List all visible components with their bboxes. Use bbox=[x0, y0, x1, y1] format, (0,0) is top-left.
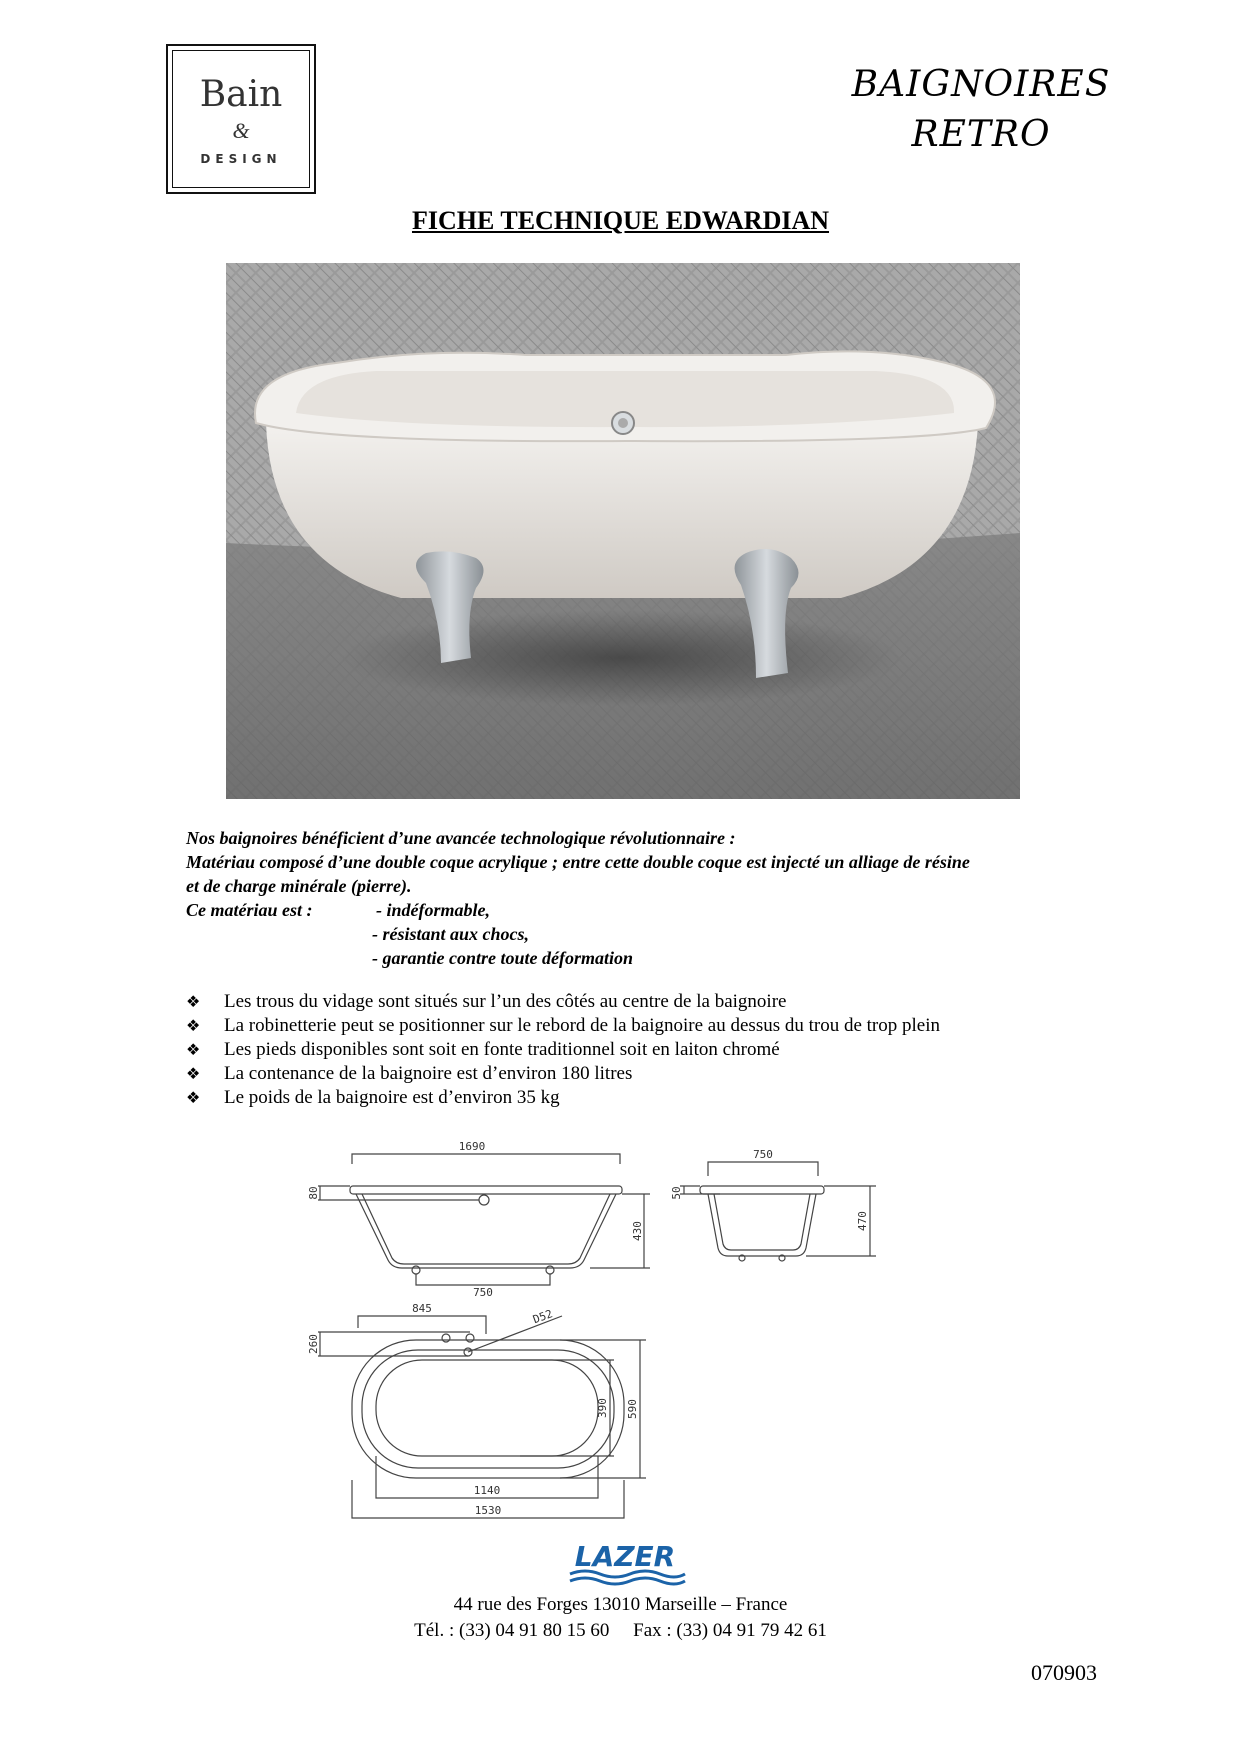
logo-word-bain: Bain bbox=[199, 74, 283, 115]
dim-length: 1690 bbox=[458, 1140, 486, 1153]
intro-description bbox=[186, 826, 1126, 970]
collection-title-line2: RETRO bbox=[911, 114, 1051, 155]
dim-center: 845 bbox=[412, 1302, 432, 1315]
dim-end-height: 470 bbox=[856, 1211, 869, 1231]
side-view-drawing bbox=[318, 1154, 650, 1285]
collection-title-line1: BAIGNOIRES bbox=[851, 64, 1111, 105]
intro-line-2: Matériau composé d’une double coque acrylique ; entre cette double coque est injecté un alliage de résine bbox=[186, 852, 970, 872]
feature-list bbox=[186, 990, 1126, 1110]
logo-ampersand: & bbox=[232, 118, 250, 143]
material-prop-1: - indéformable, bbox=[376, 900, 490, 920]
collection-title bbox=[831, 60, 1131, 160]
dim-outer-length: 1530 bbox=[474, 1504, 502, 1517]
list-item: ❖ La robinetterie peut se positionner sur le rebord de la baignoire au dessus du trou de trop plein bbox=[186, 1015, 940, 1036]
bathtub-photo-image bbox=[226, 263, 1020, 799]
end-view-drawing bbox=[680, 1162, 876, 1261]
intro-line-3: et de charge minérale (pierre). bbox=[186, 876, 412, 896]
list-item: ❖ Le poids de la baignoire est d’environ 35 kg bbox=[186, 1087, 560, 1108]
dim-feet-spacing: 750 bbox=[473, 1286, 493, 1299]
dim-inner-length: 1140 bbox=[473, 1484, 501, 1497]
bullet-diamond-icon: ❖ bbox=[186, 1064, 201, 1083]
dim-width: 750 bbox=[753, 1148, 773, 1161]
phone-number: Tél. : (33) 04 91 80 15 60 bbox=[414, 1620, 610, 1641]
document-code: 070903 bbox=[1031, 1660, 1097, 1685]
material-prop-2: - résistant aux chocs, bbox=[372, 924, 530, 944]
bullet-diamond-icon: ❖ bbox=[186, 1088, 201, 1107]
top-view-dimensions bbox=[307, 1302, 639, 1517]
lazer-wordmark: LAZER bbox=[574, 1540, 676, 1573]
list-item: ❖ La contenance de la baignoire est d’environ 180 litres bbox=[186, 1063, 633, 1084]
material-properties-row bbox=[186, 898, 1126, 922]
dim-outer-width: 590 bbox=[626, 1399, 639, 1419]
dim-offset: 260 bbox=[307, 1334, 320, 1354]
page-title: FICHE TECHNIQUE EDWARDIAN bbox=[411, 206, 830, 235]
logo-word-design: DESIGN bbox=[200, 152, 282, 166]
company-address bbox=[0, 1592, 1241, 1644]
technical-drawings bbox=[300, 1120, 920, 1520]
fax-number: Fax : (33) 04 91 79 42 61 bbox=[633, 1620, 827, 1641]
dim-height: 430 bbox=[631, 1221, 644, 1241]
list-item: ❖ Les trous du vidage sont situés sur l’un des côtés au centre de la baignoire bbox=[186, 991, 787, 1012]
intro-line-1: Nos baignoires bénéficient d’une avancée technologique révolutionnaire : bbox=[186, 828, 736, 848]
street-address: 44 rue des Forges 13010 Marseille – France bbox=[453, 1594, 788, 1615]
bullet-diamond-icon: ❖ bbox=[186, 1016, 201, 1035]
side-view-dimensions bbox=[307, 1140, 644, 1299]
bullet-diamond-icon: ❖ bbox=[186, 992, 201, 1011]
list-item: ❖ Les pieds disponibles sont soit en fonte traditionnel soit en laiton chromé bbox=[186, 1039, 780, 1060]
material-label: Ce matériau est : bbox=[186, 900, 313, 920]
dim-drain-diameter: D52 bbox=[531, 1307, 555, 1327]
dim-end-rim: 50 bbox=[670, 1186, 683, 1200]
bain-design-logo bbox=[166, 44, 316, 194]
bathtub-photo bbox=[226, 263, 1020, 799]
lazer-logo bbox=[560, 1538, 690, 1588]
material-prop-3: - garantie contre toute déformation bbox=[372, 948, 633, 968]
dim-inner-width: 390 bbox=[596, 1398, 609, 1418]
contact-line bbox=[0, 1618, 1241, 1644]
bullet-diamond-icon: ❖ bbox=[186, 1040, 201, 1059]
dim-rim: 80 bbox=[307, 1186, 320, 1200]
